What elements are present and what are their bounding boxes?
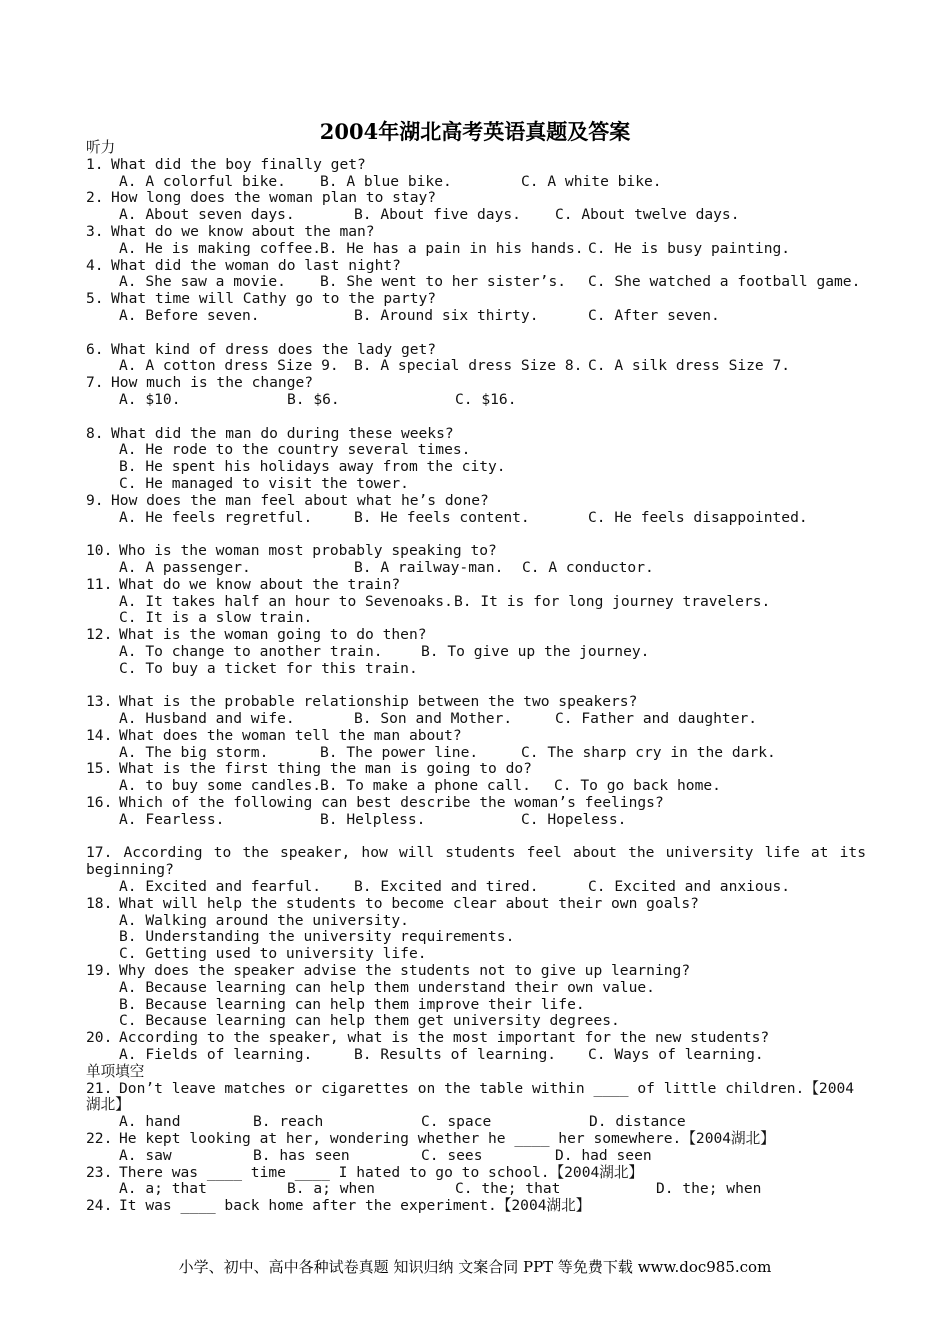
question-number: 5. xyxy=(86,290,104,308)
question-24 xyxy=(86,1198,866,1215)
option: B. He spent his holidays away from the city. xyxy=(119,458,506,476)
question-number: 22. xyxy=(86,1130,113,1148)
option: A. Fields of learning. xyxy=(119,1046,313,1064)
option: A. Because learning can help them understand their own value. xyxy=(119,978,655,996)
question-text: What did the man do during these weeks? xyxy=(111,424,454,442)
question-text: What time will Cathy go to the party? xyxy=(111,290,437,308)
section-heading-listening: 听力 xyxy=(86,139,116,156)
exam-content xyxy=(86,140,866,1215)
question-number: 15. xyxy=(86,760,113,778)
option: B. Excited and tired. xyxy=(354,878,539,896)
question-text: What will help the students to become clear about their own goals? xyxy=(119,894,699,912)
question-text: He kept looking at her, wondering whether he ____ her somewhere.【2004湖北】 xyxy=(119,1130,775,1148)
option: B. A special dress Size 8. xyxy=(354,357,583,375)
question-number: 20. xyxy=(86,1029,113,1047)
question-18 xyxy=(86,896,866,963)
option: B. It is for long journey travelers. xyxy=(454,592,771,610)
question-10 xyxy=(86,543,866,577)
option: A. A colorful bike. xyxy=(119,172,286,190)
option: B. reach xyxy=(253,1113,324,1131)
question-4 xyxy=(86,258,866,292)
option: A. It takes half an hour to Sevenoaks. xyxy=(119,592,453,610)
option: C. $16. xyxy=(455,390,517,408)
option: C. A silk dress Size 7. xyxy=(588,357,791,375)
question-text: What do we know about the train? xyxy=(119,575,401,593)
option: B. $6. xyxy=(287,390,340,408)
question-number: 1. xyxy=(86,155,104,173)
option: B. Son and Mother. xyxy=(354,710,513,728)
question-8 xyxy=(86,426,866,493)
page-title: 2004年湖北高考英语真题及答案 xyxy=(319,119,631,144)
question-text: Don’t leave matches or cigarettes on the table within ____ of little children.【2004湖北】 xyxy=(86,1079,855,1114)
option: C. To go back home. xyxy=(554,777,721,795)
question-text: There was ____ time ____ I hated to go to school.【2004湖北】 xyxy=(119,1163,644,1181)
question-23 xyxy=(86,1165,866,1199)
question-6 xyxy=(86,342,866,376)
option: A. A cotton dress Size 9. xyxy=(119,357,339,375)
option: C. It is a slow train. xyxy=(119,609,313,627)
question-text: Why does the speaker advise the students not to give up learning? xyxy=(119,962,691,980)
question-number: 12. xyxy=(86,626,113,644)
option: B. About five days. xyxy=(354,206,521,224)
option: A. saw xyxy=(119,1146,172,1164)
question-11 xyxy=(86,577,866,627)
question-number: 9. xyxy=(86,491,104,509)
page-footer: 小学、初中、高中各种试卷真题 知识归纳 文案合同 PPT 等免费下载 www.doc985.com xyxy=(178,1258,772,1276)
option: B. A blue bike. xyxy=(320,172,452,190)
option: A. To change to another train. xyxy=(119,642,383,660)
option: B. Understanding the university requirements. xyxy=(119,928,515,946)
option: C. To buy a ticket for this train. xyxy=(119,659,418,677)
option: B. Results of learning. xyxy=(354,1046,557,1064)
question-number: 2. xyxy=(86,189,104,207)
option: B. Helpless. xyxy=(320,810,426,828)
option: B. To give up the journey. xyxy=(421,642,650,660)
option: C. Getting used to university life. xyxy=(119,945,427,963)
question-number: 17. xyxy=(86,844,113,862)
section-heading-single-choice: 单项填空 xyxy=(86,1062,145,1080)
option: A. Fearless. xyxy=(119,810,225,828)
option: A. About seven days. xyxy=(119,206,295,224)
question-13 xyxy=(86,694,866,728)
option: B. The power line. xyxy=(320,743,479,761)
question-17 xyxy=(86,845,866,895)
option: C. Excited and anxious. xyxy=(588,878,791,896)
question-number: 3. xyxy=(86,222,104,240)
option: D. distance xyxy=(589,1113,686,1131)
option: D. had seen xyxy=(555,1146,652,1164)
question-15 xyxy=(86,761,866,795)
option: C. A conductor. xyxy=(522,558,654,576)
question-3 xyxy=(86,224,866,258)
question-7 xyxy=(86,375,866,409)
option: A. Excited and fearful. xyxy=(119,878,322,896)
question-number: 4. xyxy=(86,256,104,274)
question-number: 11. xyxy=(86,575,113,593)
question-19 xyxy=(86,963,866,1030)
question-number: 6. xyxy=(86,340,104,358)
option: C. The sharp cry in the dark. xyxy=(521,743,776,761)
question-number: 21. xyxy=(86,1079,113,1097)
question-text: What is the probable relationship between the two speakers? xyxy=(119,693,638,711)
question-text: What is the first thing the man is going to do? xyxy=(119,760,532,778)
option: B. He feels content. xyxy=(354,508,530,526)
question-number: 18. xyxy=(86,894,113,912)
question-text: How long does the woman plan to stay? xyxy=(111,189,437,207)
option: B. Around six thirty. xyxy=(354,306,539,324)
option: B. She went to her sister’s. xyxy=(320,273,567,291)
option: B. has seen xyxy=(253,1146,350,1164)
option: A. He is making coffee. xyxy=(119,239,322,257)
question-number: 19. xyxy=(86,962,113,980)
option: C. About twelve days. xyxy=(555,206,740,224)
question-text: According to the speaker, what is the most important for the new students? xyxy=(119,1029,770,1047)
question-text: Who is the woman most probably speaking to? xyxy=(119,542,497,560)
question-number: 14. xyxy=(86,726,113,744)
question-number: 8. xyxy=(86,424,104,442)
option: C. He is busy painting. xyxy=(588,239,791,257)
option: B. To make a phone call. xyxy=(320,777,531,795)
option: D. the; when xyxy=(656,1180,762,1198)
option: C. He managed to visit the tower. xyxy=(119,474,409,492)
question-20 xyxy=(86,1030,866,1064)
question-22 xyxy=(86,1131,866,1165)
question-text: What do we know about the man? xyxy=(111,222,375,240)
option: C. sees xyxy=(421,1146,483,1164)
option: B. He has a pain in his hands. xyxy=(320,239,584,257)
question-21 xyxy=(86,1081,866,1131)
option: B. A railway-man. xyxy=(354,558,504,576)
question-1 xyxy=(86,157,866,191)
option: C. A white bike. xyxy=(521,172,662,190)
question-number: 24. xyxy=(86,1197,113,1215)
option: A. A passenger. xyxy=(119,558,251,576)
question-text: According to the speaker, how will students feel about the university life at its beginning? xyxy=(86,844,866,879)
question-text: What is the woman going to do then? xyxy=(119,626,427,644)
question-9 xyxy=(86,493,866,527)
question-text: What does the woman tell the man about? xyxy=(119,726,462,744)
option: B. a; when xyxy=(287,1180,375,1198)
option: C. space xyxy=(421,1113,492,1131)
question-16 xyxy=(86,795,866,829)
question-number: 10. xyxy=(86,542,113,560)
option: C. Ways of learning. xyxy=(588,1046,764,1064)
option: B. Because learning can help them improve their life. xyxy=(119,995,585,1013)
question-text: What kind of dress does the lady get? xyxy=(111,340,437,358)
question-number: 13. xyxy=(86,693,113,711)
option: A. to buy some candles. xyxy=(119,777,322,795)
option: C. Father and daughter. xyxy=(555,710,758,728)
question-12 xyxy=(86,627,866,677)
question-5 xyxy=(86,291,866,325)
option: C. the; that xyxy=(455,1180,561,1198)
option: C. She watched a football game. xyxy=(588,273,861,291)
question-text: How does the man feel about what he’s done? xyxy=(111,491,489,509)
option: A. She saw a movie. xyxy=(119,273,286,291)
question-number: 16. xyxy=(86,794,113,812)
option: C. Hopeless. xyxy=(521,810,627,828)
option: A. He feels regretful. xyxy=(119,508,313,526)
option: A. $10. xyxy=(119,390,181,408)
option: C. Because learning can help them get university degrees. xyxy=(119,1012,620,1030)
option: C. After seven. xyxy=(588,306,720,324)
question-number: 7. xyxy=(86,374,104,392)
question-14 xyxy=(86,728,866,762)
question-2 xyxy=(86,190,866,224)
option: A. hand xyxy=(119,1113,181,1131)
option: C. He feels disappointed. xyxy=(588,508,808,526)
option: A. Before seven. xyxy=(119,306,260,324)
question-number: 23. xyxy=(86,1163,113,1181)
question-text: Which of the following can best describe the woman’s feelings? xyxy=(119,794,664,812)
option: A. He rode to the country several times. xyxy=(119,441,471,459)
option: A. Husband and wife. xyxy=(119,710,295,728)
question-text: How much is the change? xyxy=(111,374,314,392)
question-text: It was ____ back home after the experiment.【2004湖北】 xyxy=(119,1197,591,1215)
option: A. Walking around the university. xyxy=(119,911,409,929)
question-text: What did the woman do last night? xyxy=(111,256,401,274)
option: A. The big storm. xyxy=(119,743,269,761)
question-text: What did the boy finally get? xyxy=(111,155,366,173)
option: A. a; that xyxy=(119,1180,207,1198)
